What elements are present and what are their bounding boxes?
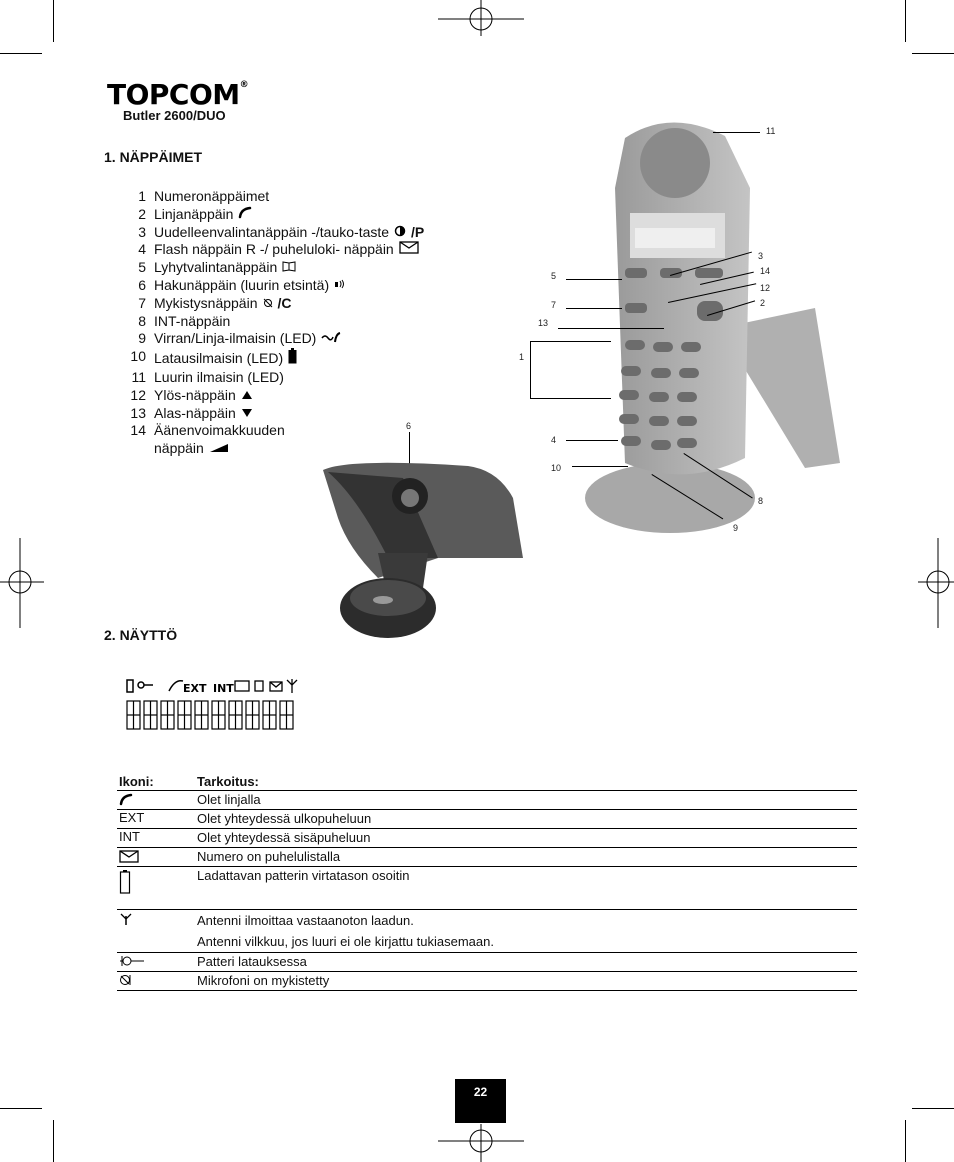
callout-bracket <box>530 341 611 399</box>
meaning-cell: Olet yhteydessä sisäpuheluun <box>197 830 371 845</box>
lcd-digit <box>161 701 174 729</box>
callout-line <box>558 328 664 329</box>
icon-table <box>117 774 857 991</box>
key-number: 4 <box>138 241 146 258</box>
book-icon <box>282 259 296 277</box>
key-number: 9 <box>138 330 146 347</box>
key-list-item-cont: näppäin <box>108 440 424 458</box>
table-row <box>117 953 857 972</box>
meaning-cell: Olet yhteydessä ulkopuheluun <box>197 811 372 826</box>
table-row <box>117 972 857 991</box>
key-label: Hakunäppäin (luurin etsintä) <box>154 277 346 295</box>
key-label: Mykistysnäppäin /C <box>154 294 292 311</box>
power-line-icon <box>321 330 341 348</box>
key-list-item <box>108 313 424 331</box>
down-arrow-icon <box>241 405 253 423</box>
icon-cell <box>117 972 197 990</box>
callout-label: 3 <box>758 251 764 261</box>
page-number: 22 <box>455 1079 506 1123</box>
model-name: Butler 2600/DUO <box>123 108 226 123</box>
key-list-item <box>108 224 424 242</box>
crop-mark <box>0 1108 42 1109</box>
callout-label: 13 <box>538 318 549 328</box>
key-label: Virran/Linja-ilmaisin (LED) <box>154 330 341 348</box>
key-list-item <box>108 277 424 295</box>
meaning-cell: Patteri latauksessa <box>197 954 307 969</box>
crop-mark <box>912 53 954 54</box>
callout-label: 12 <box>760 283 771 293</box>
registration-mark-right <box>918 538 954 628</box>
key-label: Numeronäppäimet <box>154 188 270 204</box>
lcd-digit <box>178 701 191 729</box>
key-label: INT-näppäin <box>154 312 231 329</box>
section-title-keys: 1. NÄPPÄIMET <box>104 149 203 165</box>
envelope-icon <box>119 848 139 866</box>
key-label: Lyhytvalintanäppäin <box>154 259 296 277</box>
key-list-item <box>108 241 424 259</box>
key-number: 2 <box>138 205 146 222</box>
crop-mark <box>53 1120 54 1162</box>
key-label: Alas-näppäin <box>154 405 253 423</box>
callout-label: 10 <box>551 463 562 473</box>
key-list-item <box>108 387 424 405</box>
callout-label: 4 <box>551 435 557 445</box>
topcom-logo: TOPCOM® <box>107 78 249 111</box>
crop-mark <box>53 0 54 42</box>
callout-label: 14 <box>760 266 771 276</box>
header-icon: Ikoni: <box>119 774 154 789</box>
callout-label: 1 <box>519 352 525 362</box>
battery-outline-icon <box>119 867 131 898</box>
registration-mark-left <box>0 538 44 628</box>
callout-label: 5 <box>551 271 557 281</box>
mute-mic-icon <box>119 972 131 990</box>
paging-icon <box>334 277 346 295</box>
handset-icon <box>119 791 133 809</box>
key-number: 5 <box>138 259 146 276</box>
handset-icon <box>238 206 252 224</box>
lcd-digit <box>246 701 259 729</box>
key-list-item <box>108 330 424 348</box>
lcd-digit <box>280 701 293 729</box>
icon-cell <box>117 848 197 866</box>
key-number: 3 <box>138 223 146 240</box>
callout-line <box>713 132 760 133</box>
key-list-item <box>108 369 424 387</box>
header-meaning: Tarkoitus: <box>197 774 259 789</box>
meaning-cell: Ladattavan patterin virtatason osoitin <box>197 868 410 883</box>
charging-plug-icon <box>119 953 145 971</box>
key-label: Flash näppäin R -/ puheluloki- näppäin <box>154 241 419 259</box>
lcd-digit <box>263 701 276 729</box>
callout-label: 8 <box>758 496 764 506</box>
volume-icon <box>209 440 229 458</box>
lcd-int-label: INT <box>213 682 234 695</box>
key-list-item <box>108 188 424 206</box>
table-row <box>117 791 857 810</box>
table-row <box>117 829 857 848</box>
callout-label: 9 <box>733 523 739 533</box>
key-label: Äänenvoimakkuuden <box>154 422 285 439</box>
key-label: Uudelleenvalintanäppäin -/tauko-taste /P <box>154 223 425 240</box>
key-list <box>108 188 424 458</box>
icon-cell <box>117 867 197 909</box>
key-number: 10 <box>130 348 146 365</box>
callout-label: 6 <box>406 421 412 431</box>
icon-cell <box>117 910 197 952</box>
callout-line <box>566 308 622 309</box>
meaning-cell: Numero on puhelulistalla <box>197 849 341 864</box>
key-list-item <box>108 206 424 224</box>
callout-line <box>566 440 618 441</box>
redial-pause-icon <box>394 224 406 242</box>
key-list-item <box>108 422 424 440</box>
icon-cell <box>117 791 197 809</box>
crop-mark <box>905 1120 906 1162</box>
lcd-display <box>125 677 300 733</box>
section-title-display: 2. NÄYTTÖ <box>104 627 178 643</box>
envelope-icon <box>399 241 419 259</box>
key-number: 8 <box>138 312 146 329</box>
meaning-cell: Antenni ilmoittaa vastaanoton laadun. Antenni vilkkuu, jos luuri ei ole kirjattu tukiasemaan. <box>197 913 494 949</box>
key-number: 12 <box>130 386 146 403</box>
key-list-item <box>108 405 424 423</box>
key-label: Linjanäppäin <box>154 206 252 224</box>
table-row <box>117 867 857 910</box>
key-number: 6 <box>138 276 146 293</box>
table-header <box>117 774 857 791</box>
callout-label: 2 <box>760 298 766 308</box>
registration-mark-bottom <box>438 1124 524 1162</box>
base-station-photo <box>318 458 528 643</box>
callout-line <box>572 466 628 467</box>
key-number: 13 <box>130 404 146 421</box>
lcd-digit <box>195 701 208 729</box>
crop-mark <box>905 0 906 42</box>
callout-line <box>566 279 622 280</box>
key-label: Luurin ilmaisin (LED) <box>154 368 284 385</box>
callout-label: 11 <box>766 126 776 136</box>
up-arrow-icon <box>241 387 253 405</box>
callout-label: 7 <box>551 300 557 310</box>
key-list-item <box>108 295 424 313</box>
key-number: 1 <box>138 188 146 204</box>
lcd-ext-label: EXT <box>183 682 207 695</box>
table-row <box>117 810 857 829</box>
mute-icon <box>263 295 273 313</box>
key-number: 7 <box>138 294 146 311</box>
meaning-cell: Olet linjalla <box>197 792 261 807</box>
battery-icon <box>288 348 297 369</box>
key-number: 11 <box>131 368 146 385</box>
icon-cell: INT <box>119 829 140 844</box>
antenna-icon <box>119 910 133 929</box>
key-list-item <box>108 259 424 277</box>
crop-mark <box>0 53 42 54</box>
table-row <box>117 910 857 953</box>
lcd-digit <box>144 701 157 729</box>
key-label: Ylös-näppäin <box>154 387 253 405</box>
key-number: 14 <box>130 422 146 439</box>
lcd-digit <box>127 701 140 729</box>
lcd-digit <box>212 701 225 729</box>
icon-cell <box>117 953 197 971</box>
lcd-digit <box>229 701 242 729</box>
registration-mark-top <box>438 0 524 40</box>
crop-mark <box>912 1108 954 1109</box>
key-label: Latausilmaisin (LED) <box>154 348 297 369</box>
key-list-item <box>108 348 424 369</box>
icon-cell: EXT <box>119 810 145 825</box>
table-row <box>117 848 857 867</box>
meaning-cell: Mikrofoni on mykistetty <box>197 973 330 988</box>
